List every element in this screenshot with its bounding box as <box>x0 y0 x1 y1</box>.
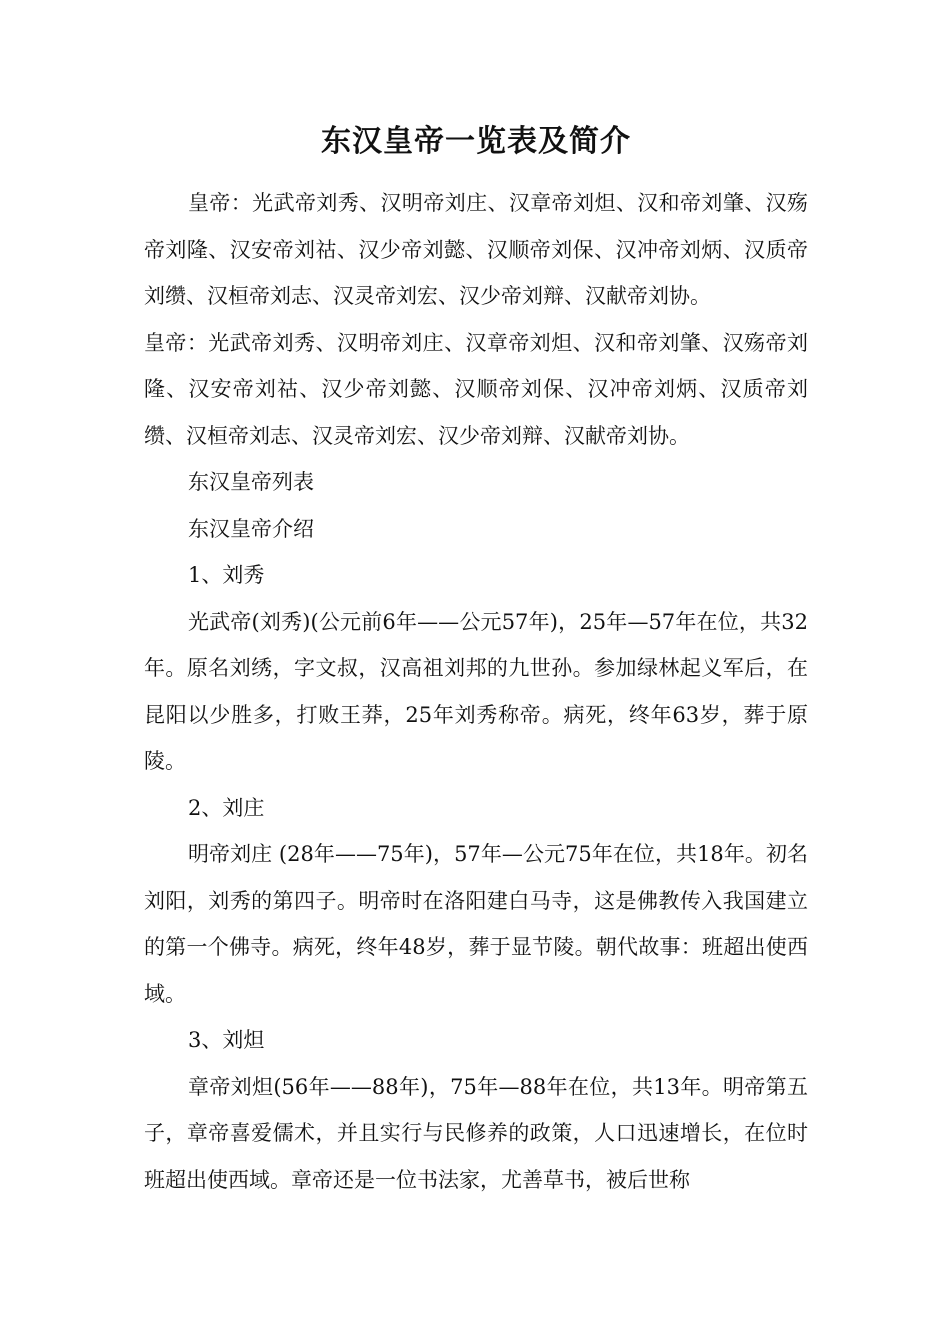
section-heading-liu-da: 3、刘炟 <box>188 1028 265 1052</box>
paragraph-liu-da: 章帝刘炟(56年——88年)，75年—88年在位，共13年。明帝第五子，章帝喜爱儒术，并且实行与民修养的政策，人口迅速增长，在位时班超出使西域。章帝还是一位书法家，尤善草书，被后世称 <box>144 1074 808 1192</box>
paragraph-liu-xiu: 光武帝(刘秀)(公元前6年——公元57年)，25年—57年在位，共32年。原名刘绣，字文叔，汉高祖刘邦的九世孙。参加绿林起义军后，在昆阳以少胜多，打败王莽，25年刘秀称帝。病死，终年63岁，葬于原陵。 <box>144 609 808 773</box>
section-heading-liu-zhuang: 2、刘庄 <box>188 795 265 820</box>
heading-emperor-intro: 东汉皇帝介绍 <box>188 516 314 541</box>
paragraph-emperor-list: 皇帝：光武帝刘秀、汉明帝刘庄、汉章帝刘炟、汉和帝刘肇、汉殇帝刘隆、汉安帝刘祜、汉少帝刘懿、汉顺帝刘保、汉冲帝刘炳、汉质帝刘缵、汉桓帝刘志、汉灵帝刘宏、汉少帝刘辩、汉献帝刘协。 <box>144 191 808 308</box>
paragraph-emperor-list-repeat: 皇帝：光武帝刘秀、汉明帝刘庄、汉章帝刘炟、汉和帝刘肇、汉殇帝刘隆、汉安帝刘祜、汉少帝刘懿、汉顺帝刘保、汉冲帝刘炳、汉质帝刘缵、汉桓帝刘志、汉灵帝刘宏、汉少帝刘辩、汉献帝刘协。 <box>144 330 808 448</box>
section-heading-liu-xiu: 1、刘秀 <box>188 563 265 587</box>
paragraph-liu-zhuang: 明帝刘庄 (28年——75年)，57年—公元75年在位，共18年。初名刘阳，刘秀的第四子。明帝时在洛阳建白马寺，这是佛教传入我国建立的第一个佛寺。病死，终年48岁，葬于显节陵。朝代故事：班超出使西域。 <box>144 842 808 1006</box>
document-body <box>144 120 808 1203</box>
document-title: 东汉皇帝一览表及简介 <box>321 124 631 159</box>
heading-emperor-table: 东汉皇帝列表 <box>188 470 314 494</box>
